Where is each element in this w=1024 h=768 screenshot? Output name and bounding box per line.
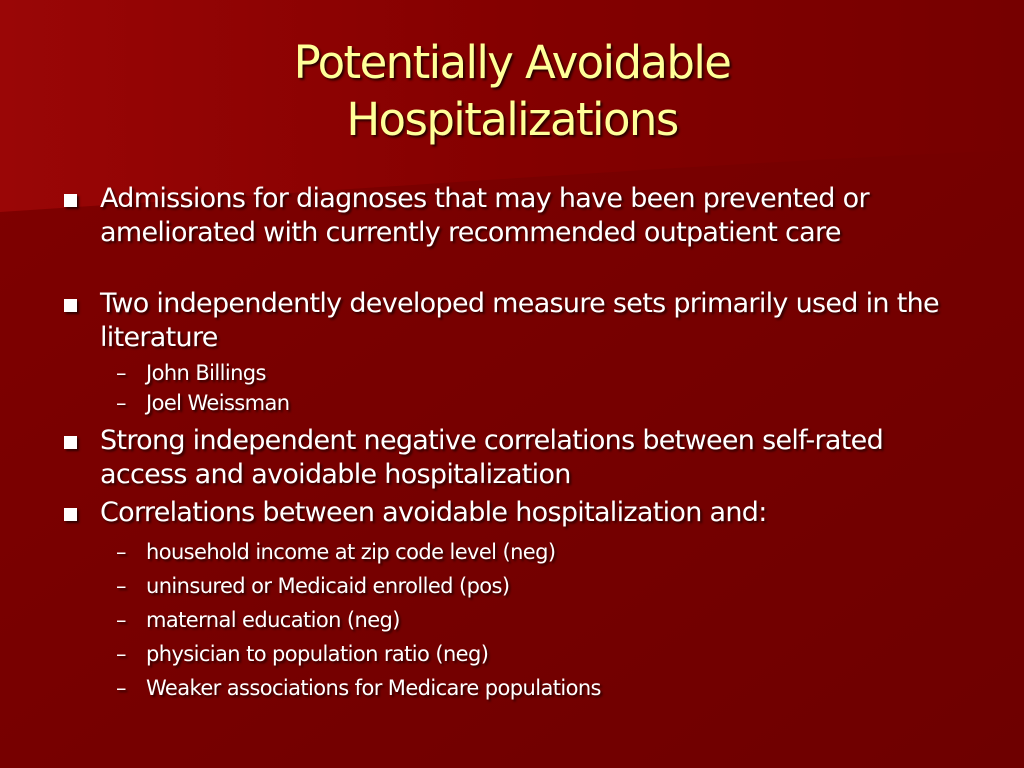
bullet-item: Correlations between avoidable hospitalization and:: [100, 497, 767, 528]
sub-bullet-item: physician to population ratio (neg): [146, 642, 489, 666]
dash-bullet-icon: –: [116, 676, 127, 700]
slide-title-line-2: Hospitalizations: [346, 93, 678, 146]
dash-bullet-icon: –: [116, 540, 127, 564]
dash-bullet-icon: –: [116, 361, 127, 385]
square-bullet-icon: [64, 194, 77, 207]
sub-bullet-item: John Billings: [146, 361, 266, 385]
slide-title-line-1: Potentially Avoidable: [293, 36, 731, 89]
square-bullet-icon: [64, 299, 77, 312]
dash-bullet-icon: –: [116, 391, 127, 415]
bullet-item: Two independently developed measure sets primarily used in the literature: [100, 288, 939, 353]
square-bullet-icon: [64, 508, 77, 521]
dash-bullet-icon: –: [116, 642, 127, 666]
bullet-item: Strong independent negative correlations between self-rated access and avoidable hospitalization: [100, 425, 884, 490]
sub-bullet-item: maternal education (neg): [146, 608, 400, 632]
square-bullet-icon: [64, 436, 77, 449]
dash-bullet-icon: –: [116, 608, 127, 632]
sub-bullet-item: household income at zip code level (neg): [146, 540, 556, 564]
sub-bullet-item: uninsured or Medicaid enrolled (pos): [146, 574, 510, 598]
sub-bullet-item: Joel Weissman: [146, 391, 290, 415]
bullet-item: Admissions for diagnoses that may have been prevented or ameliorated with currently recommended outpatient care: [100, 183, 869, 248]
sub-bullet-item: Weaker associations for Medicare populations: [146, 676, 601, 700]
dash-bullet-icon: –: [116, 574, 127, 598]
